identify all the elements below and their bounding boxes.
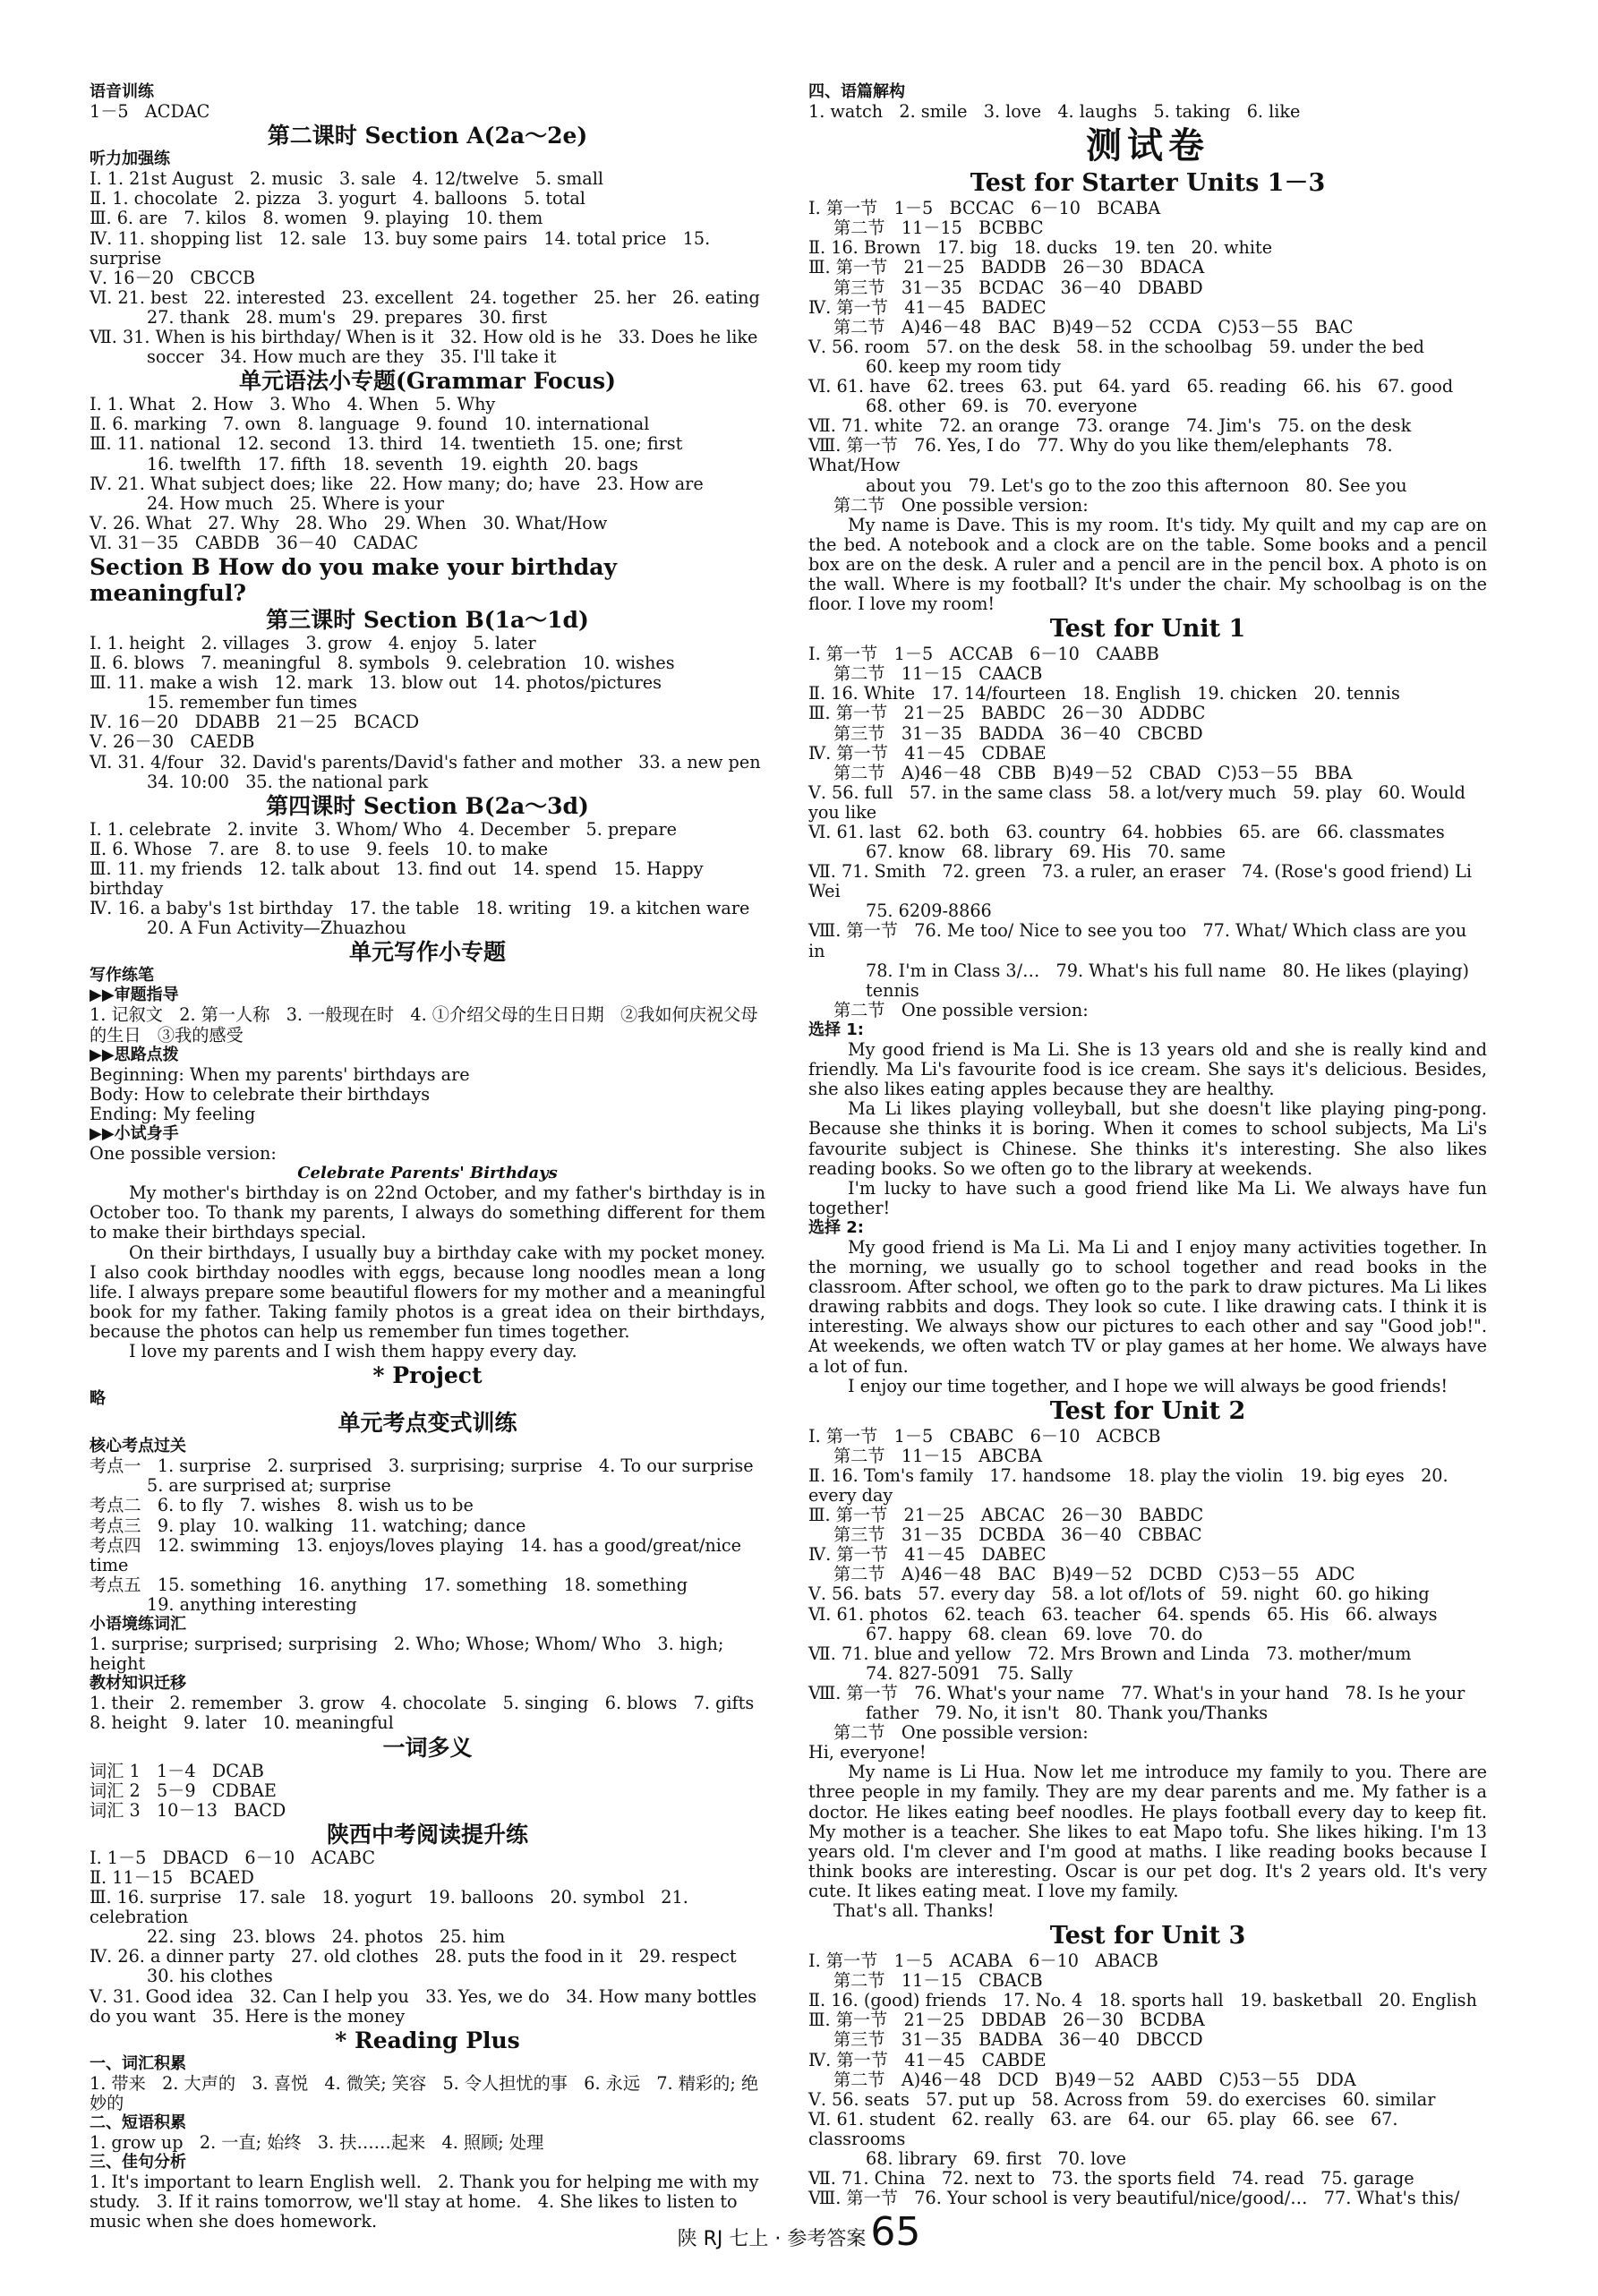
answer-line: Ⅰ. 第一节 1－5 ACABA 6－10 ABACB (808, 1950, 1158, 1972)
answer-line: about you 79. Let's go to the zoo this afternoon 80. See you (866, 474, 1407, 496)
answer-line: Ⅰ. 1. 21st August 2. music 3. sale 4. 12/twelve 5. small (90, 168, 603, 190)
answer-line: 考点四 12. swimming 13. enjoys/loves playing 14. has a good/great/nice time (90, 1534, 748, 1575)
essay-paragraph: On their birthdays, I usually buy a birthday cake with my pocket money. I also cook birthday noodles with eggs, because long noodles mean a long life. I always prepare some beautiful flowers for my mother and a meaningful book for my father. Taking family photos is a great idea on their birthdays, because the photos can help us remember fun times together. (90, 1242, 765, 1342)
answer-line: 74. 827-5091 75. Sally (866, 1662, 1073, 1684)
right-column (808, 82, 1487, 2208)
answer-line: Ⅲ. 第一节 21－25 BADDB 26－30 BDACA (808, 257, 1205, 278)
sub-label: 三、佳句分析 (90, 2153, 186, 2172)
answer-line: 16. twelfth 17. fifth 18. seventh 19. eighth 20. bags (147, 453, 638, 474)
answer-line: 1. 记叙文 2. 第一人称 3. 一般现在时 4. ①介绍父母的生日日期 ②我如何庆祝父母的生日 ③我的感受 (90, 1004, 758, 1046)
answer-line: Beginning: When my parents' birthdays are (90, 1063, 470, 1085)
answer-line: Ⅲ. 16. surprise 17. sale 18. yogurt 19. balloons 20. symbol 21. celebration (90, 1887, 694, 1928)
answer-line: Ⅱ. 16. Tom's family 17. handsome 18. play the violin 19. big eyes 20. every day (808, 1464, 1454, 1506)
sub-label: 听力加强练 (90, 149, 170, 169)
answer-line: Ⅰ. 1. height 2. villages 3. grow 4. enjoy 5. later (90, 632, 536, 653)
answer-line: 24. How much 25. Where is your (147, 492, 445, 514)
essay-paragraph: My name is Dave. This is my room. It's tidy. My quilt and my cap are on the bed. A notebook and a clock are on the table. Some books and a pencil box are on the desk. A ruler and a pencil are in the pencil box. A photo is on the wall. Where is my football? It's under the chair. My schoolbag is on the floor. I love my room! (808, 514, 1487, 615)
answer-line: 考点三 9. play 10. walking 11. watching; dance (90, 1515, 526, 1536)
test-heading: Test for Unit 3 (1049, 1922, 1246, 1950)
answer-line: 1. It's important to learn English well. 2. Thank you for helping me with my study. 3. If it rains tomorrow, we'll stay at home. 4. She likes to listen to music when she does homework. (90, 2172, 765, 2232)
answer-line: 第二节 A)46－48 BAC B)49－52 DCBD C)53－55 ADC (833, 1564, 1355, 1585)
answer-line: Body: How to celebrate their birthdays (90, 1083, 431, 1105)
answer-line: Ⅰ. 1. celebrate 2. invite 3. Whom/ Who 4. December 5. prepare (90, 818, 678, 840)
sub-label: 略 (90, 1389, 106, 1409)
answer-line: 60. keep my room tidy (866, 355, 1062, 377)
answer-line: 考点二 6. to fly 7. wishes 8. wish us to be (90, 1495, 474, 1516)
answer-line: 词汇 1 1－4 DCAB (90, 1760, 264, 1781)
answer-line: One possible version: (90, 1143, 277, 1165)
answer-line: 75. 6209-8866 (866, 900, 992, 922)
answer-line: 第二节 11－15 BCBBC (833, 218, 1044, 239)
answer-line: Ⅳ. 第一节 41－45 CABDE (808, 2049, 1047, 2070)
answer-line: Ⅵ. 61. photos 62. teach 63. teacher 64. spends 65. His 66. always (808, 1603, 1438, 1625)
answer-line: soccer 34. How much are they 35. I'll take it (147, 346, 557, 368)
answer-line: 67. know 68. library 69. His 70. same (866, 841, 1226, 863)
section-heading: Section B How do you make your birthday meaningful? (90, 553, 617, 606)
answer-line: 1－5 ACDAC (90, 101, 210, 123)
answer-line: Ⅲ. 第一节 21－25 DBDAB 26－30 BCDBA (808, 2010, 1205, 2031)
answer-line: 1. surprise; surprised; surprising 2. Who; Whose; Whom/ Who 3. high; height (90, 1634, 730, 1675)
answer-line: Ⅳ. 第一节 41－45 CDBAE (808, 742, 1047, 764)
sub-label: 选择 2: (808, 1217, 864, 1237)
answer-line: Ⅱ. 6. Whose 7. are 8. to use 9. feels 10. to make (90, 838, 549, 859)
answer-line: Ⅲ. 第一节 21－25 BABDC 26－30 ADDBC (808, 703, 1206, 724)
answer-line: Ⅲ. 第一节 21－25 ABCAC 26－30 BABDC (808, 1505, 1204, 1526)
answer-line: Ⅶ. 71. blue and yellow 72. Mrs Brown and Linda 73. mother/mum (808, 1643, 1412, 1664)
answer-line: Ⅷ. 第一节 76. Me too/ Nice to see you too 77. What/ Which class are you in (808, 920, 1473, 961)
answer-line: 68. other 69. is 70. everyone (866, 396, 1138, 417)
sub-label: 一、词汇积累 (90, 2053, 186, 2073)
essay-title: Celebrate Parents' Birthdays (297, 1164, 558, 1183)
answer-line: 67. happy 68. clean 69. love 70. do (866, 1623, 1203, 1644)
answer-line: Ⅱ. 6. marking 7. own 8. language 9. found 10. international (90, 414, 650, 435)
answer-line: Ⅰ. 第一节 1－5 CBABC 6－10 ACBCB (808, 1425, 1161, 1447)
answer-line: 第二节 11－15 ABCBA (833, 1445, 1043, 1466)
section-heading: 陕西中考阅读提升练 (326, 1821, 528, 1848)
section-heading: * Project (372, 1362, 483, 1389)
answer-line: Hi, everyone! (808, 1742, 927, 1763)
sub-label: ▶▶小试身手 (90, 1124, 179, 1144)
answer-line: Ⅴ. 26－30 CAEDB (90, 731, 255, 753)
answer-line: 词汇 2 5－9 CDBAE (90, 1780, 277, 1801)
section-heading: 单元写作小专题 (348, 939, 506, 966)
answer-line: 第二节 11－15 CBACB (833, 1970, 1043, 1992)
answer-line: Ⅰ. 第一节 1－5 ACCAB 6－10 CAABB (808, 644, 1159, 665)
answer-line: 第三节 31－35 BADDA 36－40 CBCBD (833, 722, 1203, 744)
section-heading: 一词多义 (382, 1734, 473, 1761)
sub-label: 小语境练词汇 (90, 1615, 186, 1634)
answer-line: 第二节 One possible version: (833, 494, 1089, 516)
answer-line: Ⅵ. 61. have 62. trees 63. put 64. yard 65. reading 66. his 67. good (808, 376, 1454, 397)
essay-paragraph: Ma Li likes playing volleyball, but she doesn't like playing ping-pong. Because she thinks it is boring. When it comes to school subjects, Ma Li's favourite subject is Chinese. She thinks it's interesting. She also likes reading books. So we often go to the library at weekends. (808, 1098, 1487, 1179)
answer-line: 1. 带来 2. 大声的 3. 喜悦 4. 微笑; 笑容 5. 令人担忧的事 6. 永远 7. 精彩的; 绝妙的 (90, 2072, 759, 2113)
answer-line: 34. 10:00 35. the national park (147, 771, 429, 792)
answer-line: Ⅴ. 56. seats 57. put up 58. Across from 59. do exercises 60. similar (808, 2088, 1436, 2110)
answer-line: Ⅱ. 16. White 17. 14/fourteen 18. English 19. chicken 20. tennis (808, 683, 1400, 704)
left-column (90, 82, 765, 2232)
answer-line: 22. sing 23. blows 24. photos 25. him (147, 1926, 506, 1948)
answer-line: Ⅲ. 11. national 12. second 13. third 14. twentieth 15. one; first (90, 433, 683, 455)
answer-line: 第二节 A)46－48 CBB B)49－52 CBAD C)53－55 BBA (833, 762, 1353, 783)
answer-line: 第二节 A)46－48 DCD B)49－52 AABD C)53－55 DDA (833, 2069, 1356, 2090)
sub-label: ▶▶审题指导 (90, 986, 179, 1005)
test-heading: Test for Unit 1 (1049, 615, 1246, 644)
answer-line: 词汇 3 10－13 BACD (90, 1799, 286, 1821)
answer-line: 第二节 11－15 CAACB (833, 663, 1043, 685)
answer-line: father 79. No, it isn't 80. Thank you/Thanks (866, 1703, 1269, 1724)
answer-line: 1. grow up 2. 一直; 始终 3. 扶……起来 4. 照顾; 处理 (90, 2132, 544, 2154)
footer-label: 陕 RJ 七上 · 参考答案 (677, 2228, 867, 2250)
answer-line: 15. remember fun times (147, 692, 357, 713)
answer-line: 第三节 31－35 BCDAC 36－40 DBABD (833, 277, 1203, 298)
answer-line: Ⅱ. 1. chocolate 2. pizza 3. yogurt 4. balloons 5. total (90, 188, 585, 209)
section-heading: 单元语法小专题(Grammar Focus) (239, 368, 616, 395)
answer-line: Ⅰ. 第一节 1－5 BCCAC 6－10 BCABA (808, 198, 1161, 219)
answer-line: Ⅴ. 56. full 57. in the same class 58. a lot/very much 59. play 60. Would you like (808, 781, 1472, 823)
answer-line: Ⅴ. 56. bats 57. every day 58. a lot of/lots of 59. night 60. go hiking (808, 1583, 1430, 1605)
section-heading: 第二课时 Section A(2a～2e) (267, 123, 588, 149)
sub-label: 核心考点过关 (90, 1437, 186, 1456)
sub-label: 语音训练 (90, 82, 154, 101)
answer-line: 考点五 15. something 16. anything 17. something 18. something (90, 1574, 688, 1595)
answer-line: Ⅳ. 16. a baby's 1st birthday 17. the table 18. writing 19. a kitchen ware (90, 898, 750, 919)
answer-line: Ⅴ. 16－20 CBCCB (90, 267, 255, 288)
answer-line: Ⅰ. 1－5 DBACD 6－10 ACABC (90, 1847, 376, 1868)
answer-line: 第二节 One possible version: (833, 999, 1089, 1020)
answer-line: Ⅱ. 16. (good) friends 17. No. 4 18. sports hall 19. basketball 20. English (808, 1990, 1477, 2011)
answer-line: Ⅱ. 6. blows 7. meaningful 8. symbols 9. celebration 10. wishes (90, 653, 675, 674)
answer-line: 考点一 1. surprise 2. surprised 3. surprising; surprise 4. To our surprise (90, 1455, 754, 1477)
answer-line: 30. his clothes (147, 1966, 273, 1987)
answer-line: Ⅵ. 61. student 62. really 63. are 64. our 65. play 66. see 67. classrooms (808, 2108, 1404, 2149)
section-heading: 单元考点变式训练 (338, 1410, 517, 1437)
section-heading: 第四课时 Section B(2a～3d) (266, 792, 589, 819)
answer-line: Ⅱ. 16. Brown 17. big 18. ducks 19. ten 20. white (808, 237, 1273, 259)
part-title: 测试卷 (1086, 125, 1209, 167)
answer-line: Ⅳ. 21. What subject does; like 22. How many; do; have 23. How are (90, 473, 704, 494)
essay-paragraph: My mother's birthday is on 22nd October, and my father's birthday is in October too. To thank my parents, I always do something different for them to make their birthdays special. (90, 1182, 765, 1243)
answer-line: Ⅳ. 26. a dinner party 27. old clothes 28. puts the food in it 29. respect (90, 1946, 737, 1967)
answer-line: 78. I'm in Class 3/… 79. What's his full name 80. He likes (playing) tennis (866, 960, 1475, 1001)
essay-paragraph: I love my parents and I wish them happy every day. (129, 1340, 577, 1361)
answer-line: Ⅴ. 31. Good idea 32. Can I help you 33. Yes, we do 34. How many bottles do you want 35. Here is the money (90, 1985, 763, 2027)
answer-line: Ⅶ. 31. When is his birthday/ When is it 32. How old is he 33. Does he like (90, 327, 758, 348)
essay-paragraph: My good friend is Ma Li. She is 13 years old and she is really kind and friendly. Ma Li's favourite food is ice cream. She says it's delicious. Besides, she also likes eating apples because they are healthy. (808, 1039, 1487, 1100)
answer-line: Ⅷ. 第一节 76. Your school is very beautiful/nice/good/… 77. What's this/ (808, 2188, 1460, 2209)
answer-line: Ⅳ. 16－20 DDABB 21－25 BCACD (90, 712, 420, 733)
answer-line: Ⅵ. 61. last 62. both 63. country 64. hobbies 65. are 66. classmates (808, 822, 1445, 842)
answer-line: Ⅲ. 11. my friends 12. talk about 13. find out 14. spend 15. Happy birthday (90, 858, 709, 899)
answer-line: 第三节 31－35 DCBDA 36－40 CBBAC (833, 1524, 1202, 1546)
test-heading: Test for Unit 2 (1049, 1396, 1246, 1425)
answer-line: That's all. Thanks! (833, 1899, 995, 1921)
section-heading: 第三课时 Section B(1a～1d) (266, 606, 589, 633)
answer-line: 19. anything interesting (147, 1593, 357, 1615)
answer-line: Ⅷ. 第一节 76. Yes, I do 77. Why do you like them/elephants 78. What/How (808, 435, 1398, 476)
answer-line: Ⅱ. 11－15 BCAED (90, 1866, 254, 1888)
essay-paragraph: I enjoy our time together, and I hope we will always be good friends! (848, 1375, 1448, 1396)
answer-line: Ⅰ. 1. What 2. How 3. Who 4. When 5. Why (90, 394, 496, 415)
essay-paragraph: My name is Li Hua. Now let me introduce my family to you. There are three people in my family. They are my dear parents and me. My father is a doctor. He likes eating beef noodles. He plays football every day to keep fit. My mother is a teacher. She likes to eat Mapo tofu. She likes hiking. I'm 13 years old. I'm clever and I'm good at maths. I like reading books because I think books are interesting. Oscar is our pet dog. It's 2 years old. It's very cute. It likes eating meat. I love my family. (808, 1762, 1487, 1901)
answer-line: 第三节 31－35 BADBA 36－40 DBCCD (833, 2029, 1203, 2051)
answer-line: 20. A Fun Activity—Zhuazhou (147, 918, 406, 939)
answer-line: Ⅷ. 第一节 76. What's your name 77. What's in your hand 78. Is he your (808, 1682, 1466, 1703)
answer-line: Ⅲ. 6. are 7. kilos 8. women 9. playing 10. them (90, 208, 543, 229)
answer-line: 1. their 2. remember 3. grow 4. chocolate 5. singing 6. blows 7. gifts (90, 1693, 755, 1714)
answer-line: 第二节 One possible version: (833, 1722, 1089, 1744)
answer-line: Ⅵ. 21. best 22. interested 23. excellent 24. together 25. her 26. eating (90, 286, 760, 308)
answer-line: Ⅶ. 71. Smith 72. green 73. a ruler, an eraser 74. (Rose's good friend) Li Wei (808, 861, 1478, 902)
answer-line: 68. library 69. first 70. love (866, 2148, 1127, 2169)
essay-paragraph: My good friend is Ma Li. Ma Li and I enjoy many activities together. In the morning, we usually go to school together and read books in the classroom. After school, we often go to the park to draw pictures. Ma Li likes drawing rabbits and dogs. They look so cute. I like drawing cats. I think it is interesting. We always show our pictures to each other and say "Good job!". At weekends, we often watch TV or play games at her home. We always have a lot of fun. (808, 1236, 1487, 1377)
answer-line: Ⅳ. 第一节 41－45 BADEC (808, 296, 1047, 318)
sub-label: 写作练笔 (90, 966, 154, 986)
answer-line: Ⅴ. 26. What 27. Why 28. Who 29. When 30. What/How (90, 512, 608, 533)
answer-line: Ending: My feeling (90, 1103, 256, 1124)
test-heading: Test for Starter Units 1－3 (970, 169, 1326, 198)
answer-line: 5. are surprised at; surprise (147, 1475, 391, 1497)
answer-line: Ⅶ. 71. China 72. next to 73. the sports field 74. read 75. garage (808, 2168, 1414, 2189)
answer-line: 27. thank 28. mum's 29. prepares 30. first (147, 306, 548, 328)
answer-line: Ⅶ. 71. white 72. an orange 73. orange 74. Jim's 75. on the desk (808, 415, 1412, 437)
answer-line: 1. watch 2. smile 3. love 4. laughs 5. taking 6. like (808, 101, 1301, 123)
answer-line: Ⅵ. 31－35 CABDB 36－40 CADAC (90, 532, 419, 553)
page-number: 65 (870, 2209, 921, 2255)
answer-line: 第二节 A)46－48 BAC B)49－52 CCDA C)53－55 BAC (833, 316, 1354, 337)
answer-line: Ⅵ. 31. 4/four 32. David's parents/David's father and mother 33. a new pen (90, 751, 761, 772)
sub-label: 选择 1: (808, 1020, 864, 1039)
answer-line: Ⅳ. 11. shopping list 12. sale 13. buy some pairs 14. total price 15. surprise (90, 227, 716, 269)
section-heading: * Reading Plus (335, 2027, 520, 2053)
page-footer (0, 2209, 1598, 2255)
answer-line: 8. height 9. later 10. meaningful (90, 1712, 394, 1734)
sub-label: 四、语篇解构 (808, 82, 905, 101)
sub-label: 教材知识迁移 (90, 1674, 186, 1694)
sub-label: 二、短语积累 (90, 2112, 186, 2132)
answer-line: Ⅲ. 11. make a wish 12. mark 13. blow out 14. photos/pictures (90, 672, 662, 694)
sub-label: ▶▶思路点拨 (90, 1045, 179, 1064)
essay-paragraph: I'm lucky to have such a good friend like Ma Li. We always have fun together! (808, 1177, 1487, 1218)
answer-line: Ⅳ. 第一节 41－45 DABEC (808, 1544, 1047, 1566)
answer-line: Ⅴ. 56. room 57. on the desk 58. in the schoolbag 59. under the bed (808, 336, 1424, 357)
